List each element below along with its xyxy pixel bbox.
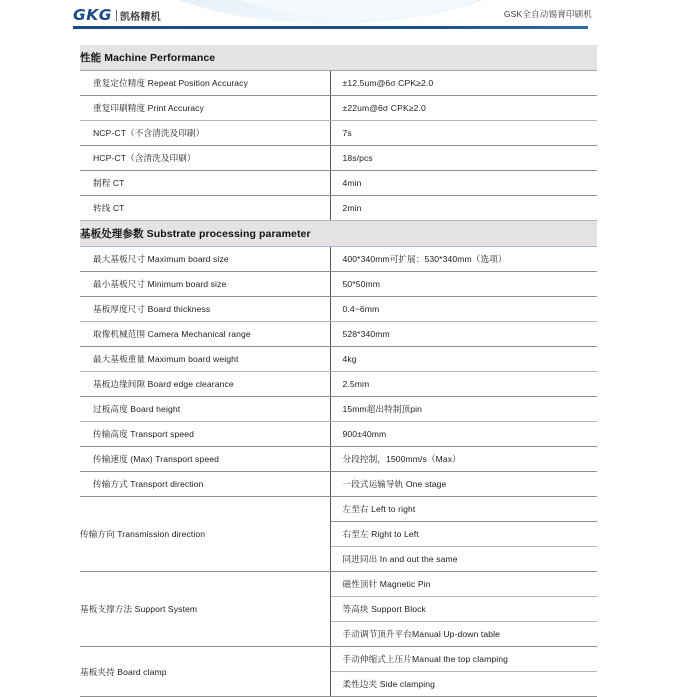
row-value: 一段式运输导轨 One stage bbox=[330, 472, 597, 497]
table-row bbox=[80, 196, 597, 221]
page-header bbox=[0, 0, 680, 38]
row-value: 4kg bbox=[330, 347, 597, 372]
row-label: HCP-CT（含清洗及印刷） bbox=[80, 146, 330, 171]
row-label: 转线 CT bbox=[80, 196, 330, 221]
table-row bbox=[80, 96, 597, 121]
row-label: 最大基板重量 Maximum board weight bbox=[80, 347, 330, 372]
row-value: 左至右 Left to right bbox=[330, 497, 597, 522]
row-value: 900±40mm bbox=[330, 422, 597, 447]
row-value: 0.4~6mm bbox=[330, 297, 597, 322]
table-row bbox=[80, 322, 597, 347]
row-value: 右至左 Right to Left bbox=[330, 522, 597, 547]
row-label: 重复定位精度 Repeat Position Accuracy bbox=[80, 71, 330, 96]
row-label: 基板厚度尺寸 Board thickness bbox=[80, 297, 330, 322]
row-value: 分段控制，1500mm/s（Max） bbox=[330, 447, 597, 472]
section-title: 基板处理参数 Substrate processing parameter bbox=[80, 221, 597, 247]
row-label: 制程 CT bbox=[80, 171, 330, 196]
row-label: 传输方式 Transport direction bbox=[80, 472, 330, 497]
table-row bbox=[80, 472, 597, 497]
row-value: ±12.5um@6σ CPK≥2.0 bbox=[330, 71, 597, 96]
row-value: 手动伸缩式上压片Manual the top clamping bbox=[330, 647, 597, 672]
row-value: 528*340mm bbox=[330, 322, 597, 347]
row-label: 传输速度 (Max) Transport speed bbox=[80, 447, 330, 472]
product-title: GSK全自动锡膏印刷机 bbox=[503, 9, 592, 19]
row-value: 柔性边夹 Side clamping bbox=[330, 672, 597, 697]
row-value: 2.5mm bbox=[330, 372, 597, 397]
section-header-substrate-processing bbox=[80, 221, 597, 247]
row-value: 50*50mm bbox=[330, 272, 597, 297]
table-row bbox=[80, 572, 597, 597]
brand-chinese-name: 凯格精机 bbox=[119, 12, 161, 23]
spec-table bbox=[80, 45, 597, 697]
merged-row-label: 基板夹持 Board clamp bbox=[80, 647, 330, 697]
row-value: 同进同出 In and out the same bbox=[330, 547, 597, 572]
table-row bbox=[80, 397, 597, 422]
row-label: 基板边缘间隙 Board edge clearance bbox=[80, 372, 330, 397]
row-label: 过板高度 Board height bbox=[80, 397, 330, 422]
table-row bbox=[80, 647, 597, 672]
row-value: 等高块 Support Block bbox=[330, 597, 597, 622]
table-row bbox=[80, 447, 597, 472]
table-row bbox=[80, 347, 597, 372]
brand-logo bbox=[73, 6, 161, 25]
specification-tables bbox=[80, 45, 597, 697]
table-row bbox=[80, 272, 597, 297]
section-header-machine-performance bbox=[80, 45, 597, 71]
table-row bbox=[80, 146, 597, 171]
row-value: 2min bbox=[330, 196, 597, 221]
row-label: NCP-CT（不含清洗及印刷） bbox=[80, 121, 330, 146]
section-title: 性能 Machine Performance bbox=[80, 45, 597, 71]
row-value: 15mm超出特制顶pin bbox=[330, 397, 597, 422]
merged-row-label: 基板支撑方法 Support System bbox=[80, 572, 330, 647]
merged-row-label: 传输方向 Transmission direction bbox=[80, 497, 330, 572]
table-row bbox=[80, 422, 597, 447]
row-label: 取像机械范围 Camera Mechanical range bbox=[80, 322, 330, 347]
row-value: 7s bbox=[330, 121, 597, 146]
table-row bbox=[80, 171, 597, 196]
brand-mark-text: GKG bbox=[73, 6, 112, 24]
row-label: 重复印刷精度 Print Accuracy bbox=[80, 96, 330, 121]
table-row bbox=[80, 247, 597, 272]
row-value: 18s/pcs bbox=[330, 146, 597, 171]
brand-divider bbox=[116, 10, 117, 21]
table-row bbox=[80, 297, 597, 322]
row-value: 4min bbox=[330, 171, 597, 196]
row-value: 手动调节顶升平台Manual Up-down table bbox=[330, 622, 597, 647]
table-row bbox=[80, 121, 597, 146]
table-row bbox=[80, 372, 597, 397]
header-accent-rule bbox=[73, 26, 588, 29]
row-label: 传输高度 Transport speed bbox=[80, 422, 330, 447]
row-value: 磁性顶针 Magnetic Pin bbox=[330, 572, 597, 597]
row-value: 400*340mm可扩展：530*340mm（选项） bbox=[330, 247, 597, 272]
row-label: 最大基板尺寸 Maximum board size bbox=[80, 247, 330, 272]
row-value: ±22um@6σ CPK≥2.0 bbox=[330, 96, 597, 121]
table-row bbox=[80, 497, 597, 522]
table-row bbox=[80, 71, 597, 96]
row-label: 最小基板尺寸 Minimum board size bbox=[80, 272, 330, 297]
